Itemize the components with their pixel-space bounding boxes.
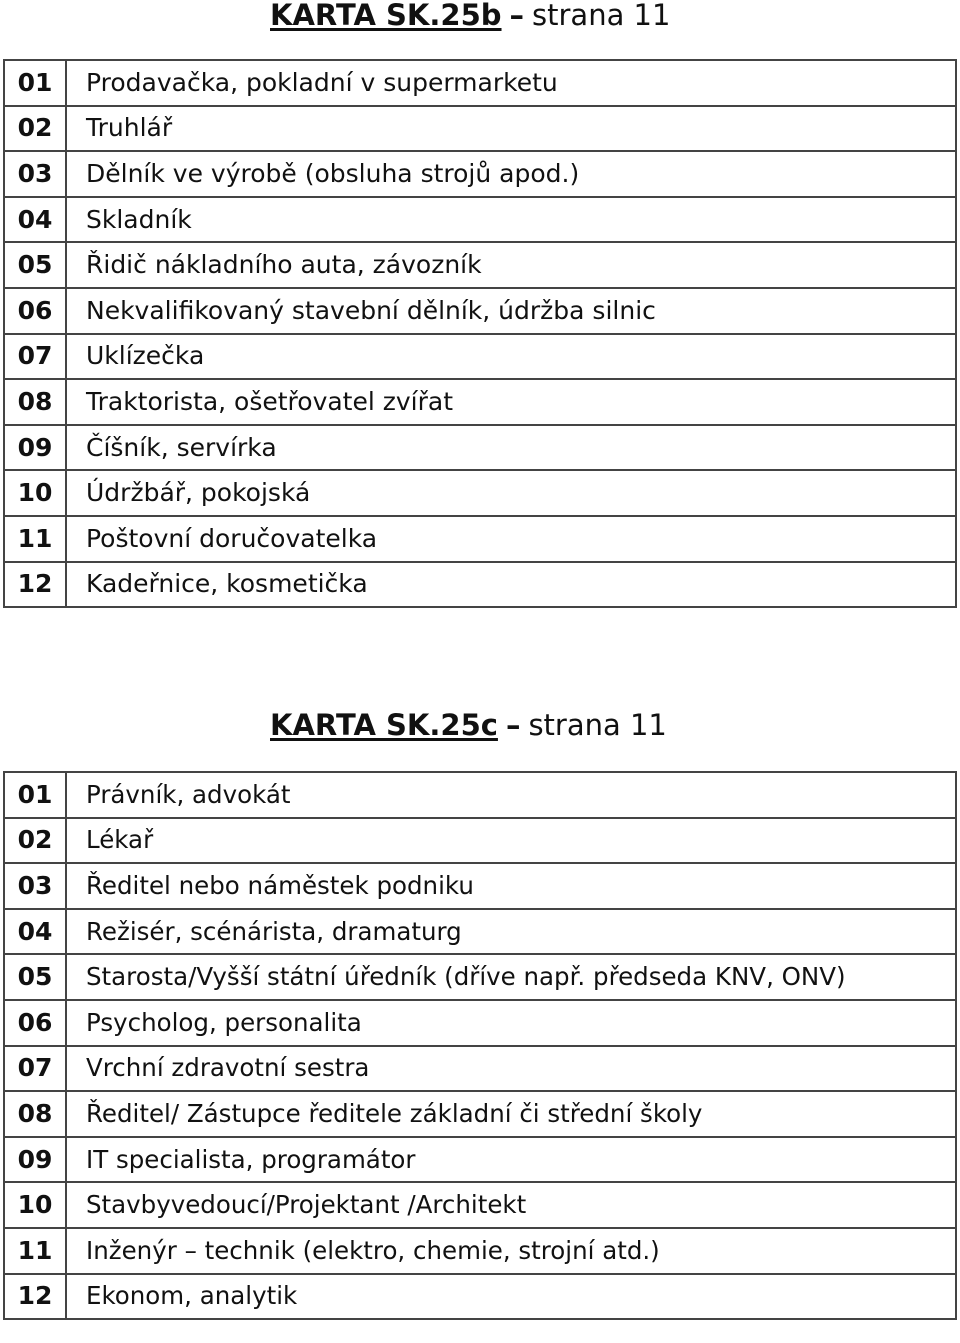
- row-label: Nekvalifikovaný stavební dělník, údržba silnic: [66, 288, 956, 334]
- row-label: Lékař: [66, 818, 956, 864]
- row-number: 11: [4, 516, 66, 562]
- table-row: [4, 1137, 956, 1183]
- table-row: [4, 1000, 956, 1046]
- row-number: 07: [4, 1046, 66, 1092]
- row-label: Truhlář: [66, 106, 956, 152]
- row-number: 12: [4, 562, 66, 608]
- row-number: 05: [4, 242, 66, 288]
- row-number: 10: [4, 1182, 66, 1228]
- card-b-heading: [270, 0, 670, 32]
- row-label: Ředitel/ Zástupce ředitele základní či střední školy: [66, 1091, 956, 1137]
- row-number: 01: [4, 772, 66, 818]
- card-b-code: KARTA SK.25b: [270, 0, 502, 32]
- row-number: 08: [4, 379, 66, 425]
- table-row: [4, 516, 956, 562]
- row-label: Inženýr – technik (elektro, chemie, strojní atd.): [66, 1228, 956, 1274]
- row-label: Psycholog, personalita: [66, 1000, 956, 1046]
- row-number: 08: [4, 1091, 66, 1137]
- card-c-page: strana 11: [528, 708, 667, 742]
- row-label: Poštovní doručovatelka: [66, 516, 956, 562]
- table-row: [4, 562, 956, 608]
- row-label: Právník, advokát: [66, 772, 956, 818]
- row-number: 01: [4, 60, 66, 106]
- table-row: [4, 818, 956, 864]
- row-label: Traktorista, ošetřovatel zvířat: [66, 379, 956, 425]
- row-number: 04: [4, 909, 66, 955]
- table-row: [4, 863, 956, 909]
- card-c-heading: [270, 708, 667, 742]
- row-number: 03: [4, 151, 66, 197]
- row-number: 02: [4, 818, 66, 864]
- table-row: [4, 1228, 956, 1274]
- row-number: 06: [4, 288, 66, 334]
- row-label: Ekonom, analytik: [66, 1274, 956, 1320]
- row-label: Údržbář, pokojská: [66, 470, 956, 516]
- table-row: [4, 288, 956, 334]
- row-label: Prodavačka, pokladní v supermarketu: [66, 60, 956, 106]
- table-row: [4, 1274, 956, 1320]
- row-label: Vrchní zdravotní sestra: [66, 1046, 956, 1092]
- row-number: 11: [4, 1228, 66, 1274]
- table-row: [4, 379, 956, 425]
- table-row: [4, 60, 956, 106]
- row-number: 09: [4, 425, 66, 471]
- row-label: Ředitel nebo náměstek podniku: [66, 863, 956, 909]
- row-label: Skladník: [66, 197, 956, 243]
- card-c-dash: –: [505, 708, 521, 742]
- table-row: [4, 334, 956, 380]
- table-row: [4, 1091, 956, 1137]
- card-c-code: KARTA SK.25c: [270, 708, 498, 742]
- row-label: IT specialista, programátor: [66, 1137, 956, 1183]
- row-label: Číšník, servírka: [66, 425, 956, 471]
- table-row: [4, 197, 956, 243]
- table-row: [4, 425, 956, 471]
- card-b-page: strana 11: [532, 0, 671, 32]
- row-label: Uklízečka: [66, 334, 956, 380]
- row-number: 05: [4, 954, 66, 1000]
- card-c-table: [3, 771, 957, 1320]
- row-label: Dělník ve výrobě (obsluha strojů apod.): [66, 151, 956, 197]
- table-row: [4, 242, 956, 288]
- table-row: [4, 106, 956, 152]
- row-number: 09: [4, 1137, 66, 1183]
- row-number: 03: [4, 863, 66, 909]
- table-row: [4, 1046, 956, 1092]
- row-number: 06: [4, 1000, 66, 1046]
- card-b-table: [3, 59, 957, 608]
- row-number: 04: [4, 197, 66, 243]
- row-label: Kadeřnice, kosmetička: [66, 562, 956, 608]
- table-row: [4, 151, 956, 197]
- row-number: 12: [4, 1274, 66, 1320]
- table-row: [4, 772, 956, 818]
- row-number: 02: [4, 106, 66, 152]
- row-number: 10: [4, 470, 66, 516]
- row-label: Režisér, scénárista, dramaturg: [66, 909, 956, 955]
- row-label: Stavbyvedoucí/Projektant /Architekt: [66, 1182, 956, 1228]
- row-label: Starosta/Vyšší státní úředník (dříve např. předseda KNV, ONV): [66, 954, 956, 1000]
- table-row: [4, 1182, 956, 1228]
- table-row: [4, 954, 956, 1000]
- row-number: 07: [4, 334, 66, 380]
- table-row: [4, 909, 956, 955]
- row-label: Řidič nákladního auta, závozník: [66, 242, 956, 288]
- table-row: [4, 470, 956, 516]
- card-b-dash: –: [509, 0, 525, 32]
